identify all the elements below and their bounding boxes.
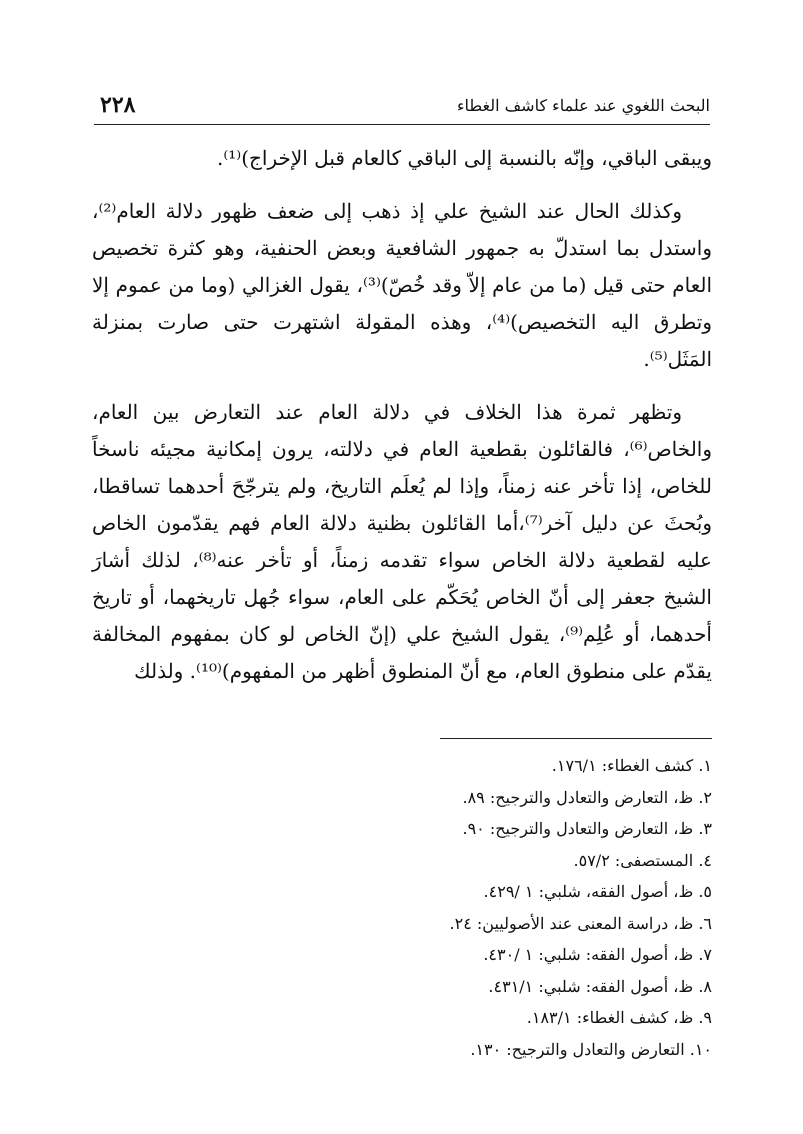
footnote-item: ٥. ظ، أصول الفقه، شلبي: ١ /٤٢٩. [483, 882, 712, 901]
footnote-item: ١٠. التعارض والتعادل والترجيح: ١٣٠. [470, 1039, 712, 1059]
footnote-separator [440, 738, 712, 739]
footnote-item: ٧. ظ، أصول الفقه: شلبي: ١ /٤٣٠. [483, 945, 712, 964]
paragraph: وكذلك الحال عند الشيخ علي إذ ذهب إلى ضعف ظهور دلالة العام⁽²⁾، واستدل بما استدلّ به جمهور الشافعية وبعض الحنفية، وهو كثرة تخصيص العام حتى قيل (ما من عام إلاّ وقد خُصّ)⁽³⁾، يقول الغزالي (وما من عموم إلا وتطرق اليه التخصيص)⁽⁴⁾، وهذه المقولة اشتهرت حتى صارت بمنزلة المَثَل⁽⁵⁾. [92, 199, 713, 371]
footnote-item: ٤. المستصفى: ٥٧/٢. [573, 850, 712, 870]
main-text [92, 140, 712, 706]
footnote-item: ٩. ظ، كشف الغطاء: ١٨٣/١. [526, 1008, 712, 1027]
page-number: ٢٢٨ [100, 92, 136, 118]
page-header [94, 88, 710, 125]
footnote-item: ١. كشف الغطاء: ١٧٦/١. [551, 756, 712, 775]
footnote-item: ٨. ظ، أصول الفقه: شلبي: ٤٣١/١. [488, 976, 712, 996]
footnote-item: ٢. ظ، التعارض والتعادل والترجيح: ٨٩. [462, 787, 712, 807]
footnote-item: ٦. ظ، دراسة المعنى عند الأصوليين: ٢٤. [449, 913, 712, 933]
footnote-item: ٣. ظ، التعارض والتعادل والترجيح: ٩٠. [462, 819, 712, 838]
paragraph: ويبقى الباقي، وإنّه بالنسبة إلى الباقي كالعام قبل الإخراج)⁽¹⁾. [216, 146, 712, 170]
footnotes-list [92, 750, 712, 1065]
running-title: البحث اللغوي عند علماء كاشف الغطاء [456, 96, 710, 115]
paragraph: وتظهر ثمرة هذا الخلاف في دلالة العام عند التعارض بين العام، والخاص⁽⁶⁾، فالقائلون بقطعية العام في دلالته، يرون إمكانية مجيئه ناسخاً للخاص، إذا تأخر عنه زمناً، وإذا لم يُعلَم التاريخ، ولم يترجّحَ أحدهما تساقطا، وبُحثَ عن دليل آخر⁽⁷⁾،أما القائلون بظنية دلالة العام فهم يقدّمون الخاص عليه لقطعية دلالة الخاص سواء تقدمه زمناً، أو تأخر عنه⁽⁸⁾، لذلك أشارَ الشيخ جعفر إلى أنّ الخاص يُحَكّم على العام، سواء جُهل تاريخهما، أو تاريخ أحدهما، أو عُلِم⁽⁹⁾، يقول الشيخ علي (إنّ الخاص لو كان بمفهوم المخالفة يقدّم على منطوق العام، مع أنّ المنطوق أظهر من المفهوم)⁽¹⁰⁾. ولذلك [92, 400, 712, 683]
